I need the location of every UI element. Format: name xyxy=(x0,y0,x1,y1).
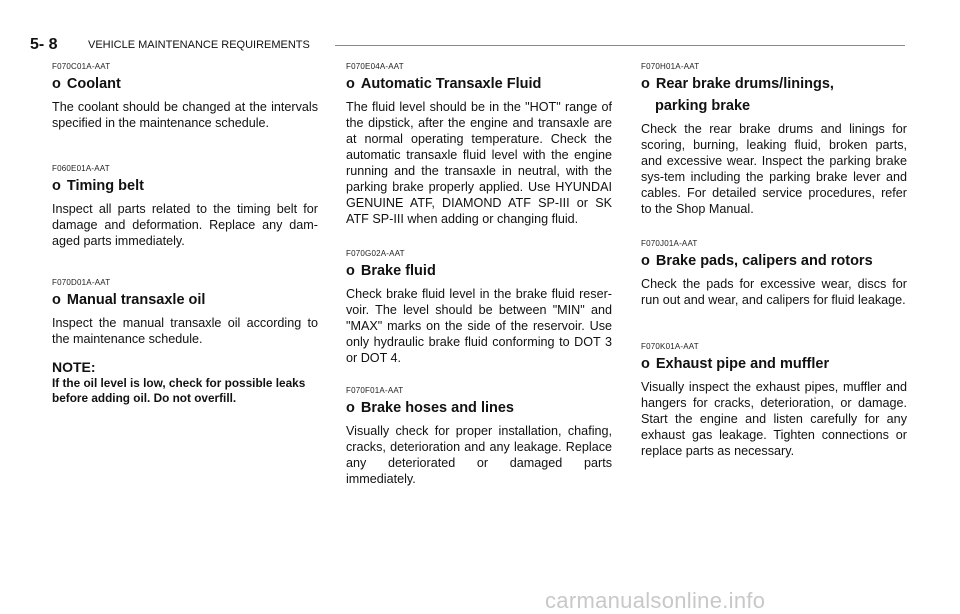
heading-text: Timing belt xyxy=(66,178,144,194)
section-heading xyxy=(52,75,318,93)
section-manual-transaxle-oil xyxy=(52,278,318,406)
bullet-marker: o xyxy=(641,356,650,372)
heading-text: Brake hoses and lines xyxy=(360,400,514,416)
section-body: The fluid level should be in the "HOT" range of the dipstick, after the engine and transaxle are at normal operating temperature. Check the automatic transaxle fluid level with the engine running and the transaxle in neutral, with the parking brake properly applied. Use HYUNDAI GENUINE ATF, DIAMOND ATF SP-III or SK ATF SP-III when adding or changing fluid. xyxy=(346,100,612,226)
note-title: NOTE: xyxy=(52,359,96,375)
section-body: Check the pads for excessive wear, discs for run out and wear, and calipers for fluid leakage. xyxy=(641,277,907,307)
section-code: F070E04A-AAT xyxy=(346,62,404,71)
bullet-marker: o xyxy=(346,400,355,416)
page-number: 5- 8 xyxy=(30,36,58,53)
section-code: F070F01A-AAT xyxy=(346,386,404,395)
heading-text: Brake pads, calipers and rotors xyxy=(655,253,873,269)
section-automatic-transaxle-fluid xyxy=(346,62,612,227)
section-heading xyxy=(346,399,612,417)
heading-text: Automatic Transaxle Fluid xyxy=(360,76,542,92)
bullet-marker: o xyxy=(346,263,355,279)
section-brake-hoses xyxy=(346,386,612,487)
section-body: Check brake fluid level in the brake fluid reser-voir. The level should be between "MIN" and "MAX" marks on the side of the reservoir. Use only hydraulic brake fluid conforming to DOT 3 or DOT 4. xyxy=(346,287,612,365)
section-brake-pads xyxy=(641,239,907,308)
section-heading xyxy=(641,75,907,115)
section-rear-brake-drums xyxy=(641,62,907,217)
bullet-marker: o xyxy=(52,292,61,308)
section-heading xyxy=(641,355,907,373)
section-code: F070C01A-AAT xyxy=(52,62,111,71)
page-header xyxy=(30,36,910,56)
section-coolant xyxy=(52,62,318,131)
section-exhaust-pipe xyxy=(641,342,907,459)
heading-text: Exhaust pipe and muffler xyxy=(655,356,830,372)
bullet-marker: o xyxy=(641,76,650,92)
section-brake-fluid xyxy=(346,249,612,366)
heading-continuation: parking brake xyxy=(655,98,751,114)
section-body: Visually check for proper installation, chafing, cracks, deterioration and any leakage. Replace any deteriorated or damaged parts immediately. xyxy=(346,424,612,486)
section-heading xyxy=(52,291,318,309)
bullet-marker: o xyxy=(641,253,650,269)
section-heading xyxy=(52,177,318,195)
section-heading xyxy=(346,262,612,280)
bullet-marker: o xyxy=(346,76,355,92)
section-code: F070G02A-AAT xyxy=(346,249,405,258)
heading-text: Rear brake drums/linings, xyxy=(655,76,834,92)
heading-text: Manual transaxle oil xyxy=(66,292,206,308)
section-code: F070H01A-AAT xyxy=(641,62,700,71)
section-body: Check the rear brake drums and linings for scoring, burning, leaking fluid, broken parts, and excessive wear. Inspect the parking brake sys-tem including the parking brake lever and cables. For detailed service procedures, refer to the Shop Manual. xyxy=(641,122,907,216)
bullet-marker: o xyxy=(52,178,61,194)
site-watermark: carmanualsonline.info xyxy=(545,588,766,613)
section-body: Visually inspect the exhaust pipes, muffler and hangers for cracks, deterioration, or damage. Start the engine and listen carefully for any exhaust gas leakage. Tighten connections or replace parts as necessary. xyxy=(641,380,907,458)
section-body: The coolant should be changed at the intervals specified in the maintenance schedule. xyxy=(52,100,318,130)
bullet-marker: o xyxy=(52,76,61,92)
section-timing-belt xyxy=(52,164,318,249)
section-code: F070K01A-AAT xyxy=(641,342,699,351)
heading-text: Coolant xyxy=(66,76,121,92)
section-body: Inspect all parts related to the timing belt for damage and deformation. Replace any dam-aged parts immediately. xyxy=(52,202,318,248)
section-code: F070D01A-AAT xyxy=(52,278,111,287)
section-code: F060E01A-AAT xyxy=(52,164,110,173)
heading-text: Brake fluid xyxy=(360,263,436,279)
header-rule xyxy=(335,45,905,46)
page-title: VEHICLE MAINTENANCE REQUIREMENTS xyxy=(88,39,310,51)
note-body: If the oil level is low, check for possible leaks before adding oil. Do not overfill. xyxy=(52,376,306,405)
section-heading xyxy=(641,252,907,270)
section-code: F070J01A-AAT xyxy=(641,239,698,248)
section-body: Inspect the manual transaxle oil according to the maintenance schedule. xyxy=(52,316,318,346)
section-heading xyxy=(346,75,612,93)
